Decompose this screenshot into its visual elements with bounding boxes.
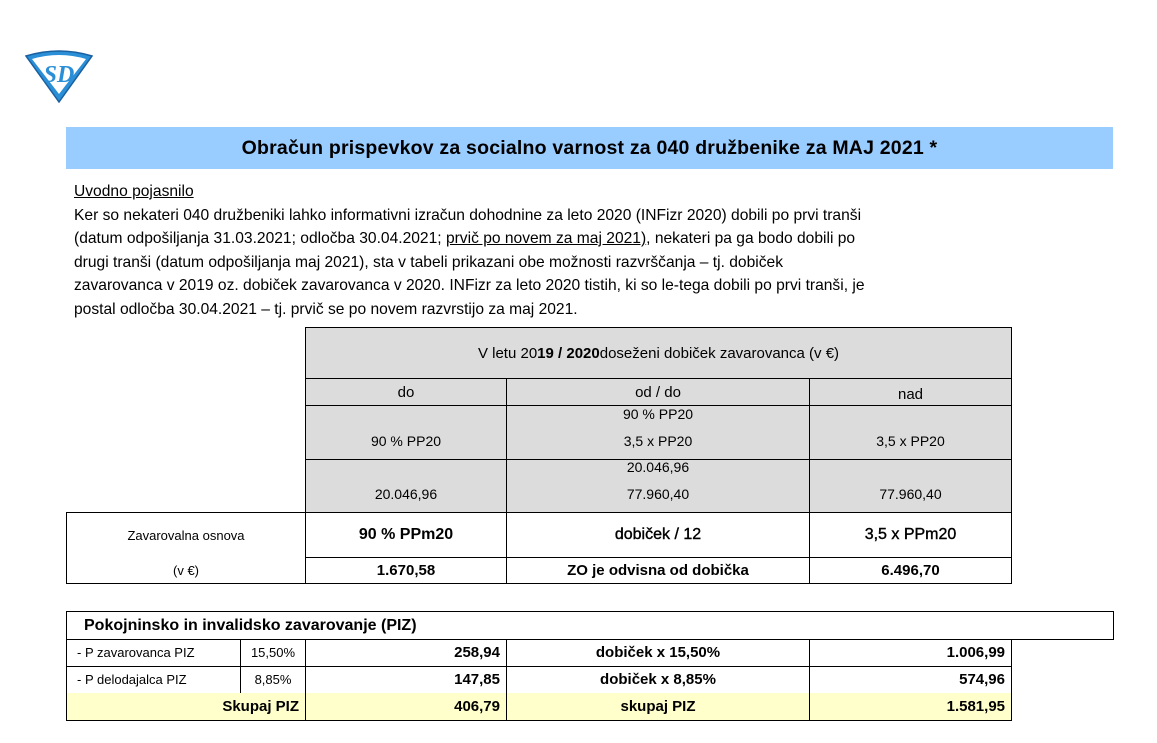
piz-row-amount: 258,94 bbox=[305, 639, 507, 667]
bound-value: 90 % PP20 bbox=[622, 406, 694, 422]
pp-bound-nad bbox=[809, 405, 1012, 460]
bound-value: 77.960,40 bbox=[879, 486, 942, 502]
bound-value: 20.046,96 bbox=[626, 459, 690, 475]
bound-value: 3,5 x PP20 bbox=[623, 433, 693, 449]
eur-bound-od-do bbox=[506, 459, 810, 513]
intro-section bbox=[74, 180, 1074, 321]
pp-bound-do bbox=[305, 405, 507, 460]
piz-total-amount: 406,79 bbox=[305, 693, 507, 721]
intro-text: , nekateri pa ga bodo dobili po bbox=[646, 230, 856, 247]
column-header-od-do: od / do bbox=[506, 378, 810, 406]
piz-total-label: Skupaj PIZ bbox=[66, 693, 306, 721]
piz-row-amount: 147,85 bbox=[305, 666, 507, 694]
intro-underlined-text: prvič po novem za maj 2021) bbox=[445, 230, 647, 247]
intro-text: (datum odpošiljanja 31.03.2021; odločba 30.04.2021; bbox=[74, 230, 446, 247]
page-title: Obračun prispevkov za socialno varnost za 040 družbenike za MAJ 2021 * bbox=[66, 127, 1113, 169]
eur-bound-nad bbox=[809, 459, 1012, 513]
piz-row-max: 574,96 bbox=[809, 666, 1012, 694]
intro-line: zavarovanca v 2019 oz. dobiček zavarovanca v 2020. INFizr za leto 2020 tistih, ki so le-tega dobili po prvi tranši, je bbox=[74, 277, 865, 294]
base-unit-label: (v €) bbox=[66, 557, 306, 584]
eur-bound-do bbox=[305, 459, 507, 513]
bound-value: 90 % PP20 bbox=[370, 433, 442, 449]
piz-row-formula: dobiček x 8,85% bbox=[506, 666, 810, 694]
base-formula-text: dobiček / 12 bbox=[614, 526, 702, 543]
profit-header-years: 19 / 2020 bbox=[537, 344, 600, 362]
svg-text:SD: SD bbox=[43, 62, 75, 88]
piz-total-max: 1.581,95 bbox=[809, 693, 1012, 721]
piz-row-label: - P delodajalca PIZ bbox=[66, 666, 241, 694]
bound-value: 3,5 x PP20 bbox=[876, 433, 945, 449]
base-formula-nad: 3,5 x PPm20 bbox=[809, 512, 1012, 558]
pp-bound-od-do bbox=[506, 405, 810, 460]
intro-line bbox=[74, 227, 1074, 251]
piz-heading: Pokojninsko in invalidsko zavarovanje (PIZ) bbox=[66, 611, 1114, 640]
company-logo-icon bbox=[22, 48, 96, 104]
base-formula-do: 90 % PPm20 bbox=[305, 512, 507, 558]
bound-value: 77.960,40 bbox=[626, 486, 690, 502]
intro-line: Ker so nekateri 040 družbeniki lahko informativni izračun dohodnine za leto 2020 (INFizr 2020) dobili po prvi tranši bbox=[74, 206, 862, 224]
piz-row-label: - P zavarovanca PIZ bbox=[66, 639, 241, 667]
piz-row-rate: 15,50% bbox=[240, 639, 306, 667]
intro-heading: Uvodno pojasnilo bbox=[74, 183, 194, 200]
profit-header-text: V letu 20 bbox=[477, 344, 538, 362]
bound-value: 20.046,96 bbox=[374, 486, 438, 502]
column-header-nad: nad bbox=[809, 378, 1012, 406]
intro-line: drugi tranši (datum odpošiljanja maj 2021), sta v tabeli prikazani obe možnosti razvrščanja – tj. dobiček bbox=[74, 253, 784, 271]
profit-table-header bbox=[305, 327, 1012, 379]
piz-row-max: 1.006,99 bbox=[809, 639, 1012, 667]
base-label: Zavarovalna osnova bbox=[66, 512, 306, 558]
profit-header-text: doseženi dobiček zavarovanca (v €) bbox=[599, 344, 840, 362]
piz-row-rate: 8,85% bbox=[240, 666, 306, 694]
base-value-od-do: ZO je odvisna od dobička bbox=[506, 557, 810, 584]
column-header-do: do bbox=[305, 378, 507, 406]
base-formula-od-do bbox=[506, 512, 810, 558]
piz-total-formula: skupaj PIZ bbox=[506, 693, 810, 721]
intro-line: postal odločba 30.04.2021 – tj. prvič se po novem razvrstijo za maj 2021. bbox=[74, 300, 578, 318]
piz-row-formula: dobiček x 15,50% bbox=[506, 639, 810, 667]
base-value-nad: 6.496,70 bbox=[809, 557, 1012, 584]
base-value-do: 1.670,58 bbox=[305, 557, 507, 584]
